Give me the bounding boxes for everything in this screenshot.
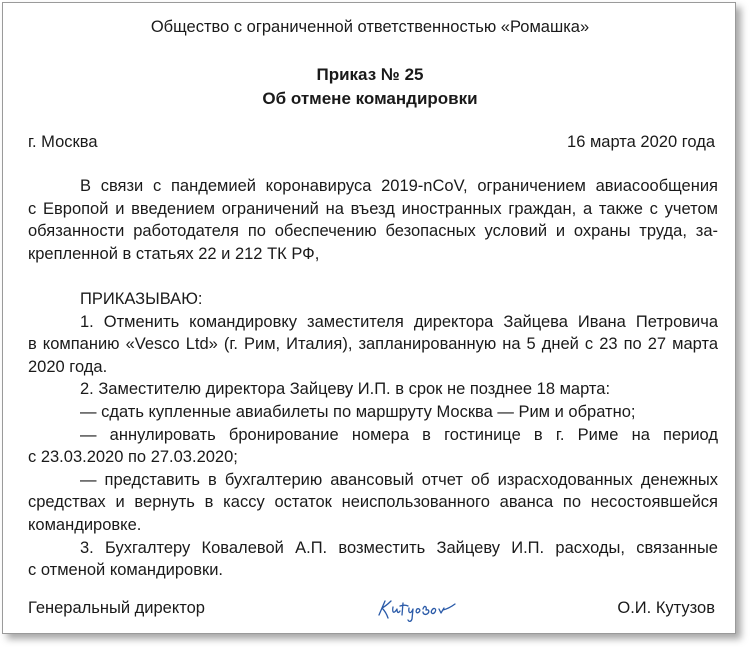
body-line: с отменой командировки. — [28, 561, 224, 580]
order-subject: Об отмене командировки — [262, 89, 478, 108]
document-date: 16 марта 2020 года — [567, 133, 715, 151]
signatory-name: О.И. Кутузов — [617, 599, 715, 617]
document-sheet — [2, 2, 736, 634]
paragraph-gap — [28, 265, 718, 288]
body-line: — аннулировать бронирование номера в гостинице в г. Риме на период — [80, 425, 718, 444]
handwritten-signature — [373, 591, 468, 625]
order-body — [28, 175, 718, 582]
body-line: с 23.03.2020 по 27.03.2020; — [28, 448, 238, 467]
body-line: 1. Отменить командировку заместителя директора Зайцева Ивана Петровича — [80, 312, 718, 331]
body-line: 2020 года. — [28, 357, 108, 376]
signatory-position: Генеральный директор — [28, 599, 205, 617]
order-directive: ПРИКАЗЫВАЮ: — [80, 289, 203, 308]
body-line: обязанности работодателя по обеспечению безопасных условий и охраны труда, за- — [28, 222, 718, 241]
body-line: 2. Заместителю директора Зайцеву И.П. в срок не позднее 18 марта: — [80, 380, 611, 399]
organization-name: Общество с ограниченной ответственностью «Ромашка» — [150, 18, 590, 36]
body-line: 3. Бухгалтеру Ковалевой А.П. возместить Зайцеву И.П. расходы, связанные — [80, 538, 718, 557]
body-line: В связи с пандемией коронавируса 2019-nCoV, ограничением авиасообщения — [80, 177, 718, 195]
body-line: с Европой и введением ограничений на въезд иностранных граждан, а также с учетом — [28, 199, 718, 218]
order-number: Приказ № 25 — [316, 65, 424, 84]
body-line: командировке. — [28, 515, 142, 534]
body-line: крепленной в статьях 22 и 212 ТК РФ, — [28, 244, 320, 263]
body-line: в компанию «Vesco Ltd» (г. Рим, Италия), запланированную на 5 дней с 23 по 27 марта — [28, 335, 718, 354]
body-line: — сдать купленные авиабилеты по маршруту Москва — Рим и обратно; — [80, 402, 636, 421]
body-line: средствах и вернуть в кассу остаток неиспользованного аванса по несостоявшейся — [28, 493, 718, 512]
document-city: г. Москва — [28, 133, 98, 151]
body-line: — представить в бухгалтерию авансовый отчет об израсходованных денежных — [80, 470, 718, 489]
